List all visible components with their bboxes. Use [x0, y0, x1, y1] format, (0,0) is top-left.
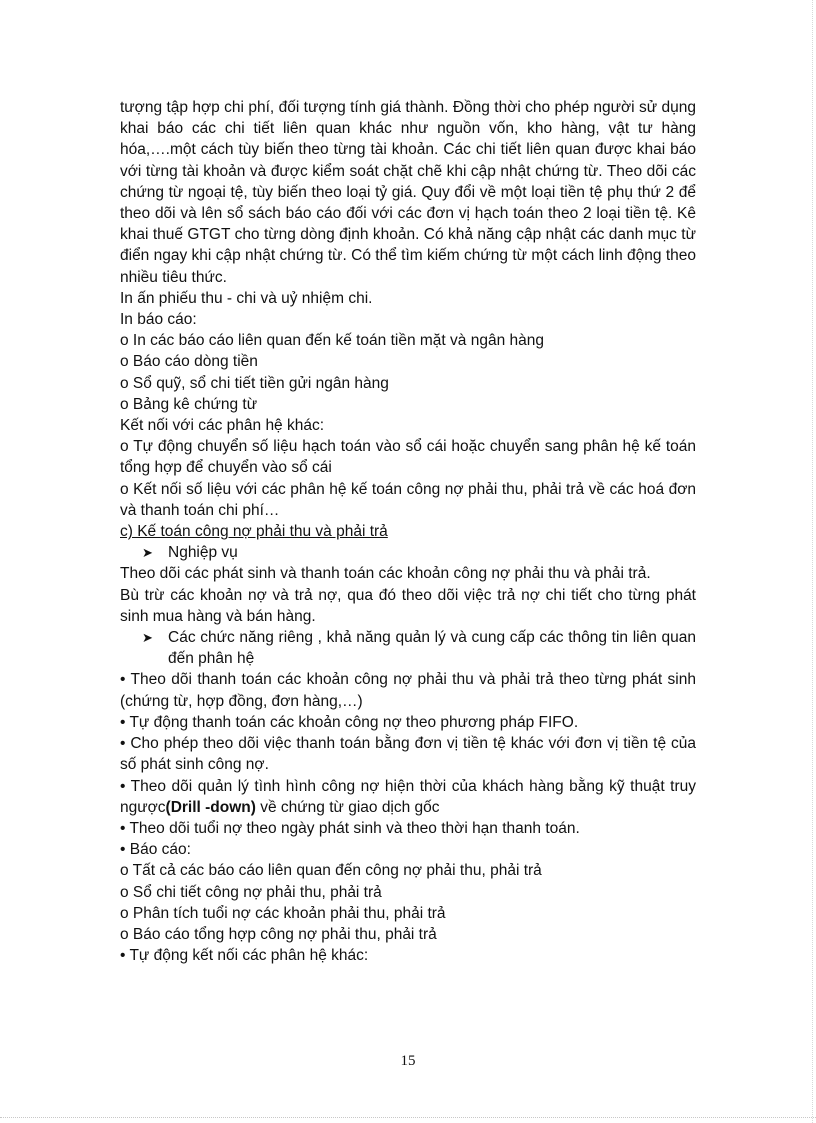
list-item: o Kết nối số liệu với các phân hệ kế toán công nợ phải thu, phải trả về các hoá đơn và thanh toán chi phí…	[120, 480, 696, 519]
paragraph-connect: Kết nối với các phân hệ khác:	[120, 417, 325, 435]
section-heading: c) Kế toán công nợ phải thu và phải trả	[120, 523, 388, 541]
drill-text-bold: (Drill -down)	[165, 798, 256, 816]
paragraph-print-reports: In báo cáo:	[120, 311, 197, 329]
drill-text-before: • Theo dõi quản lý tình hình công nợ hiện thời của khách hàng bằng kỹ thuật truy ngược	[120, 777, 696, 816]
page-number: 15	[400, 1053, 416, 1069]
bullet-item: • Theo dõi thanh toán các khoản công nợ phải thu và phải trả theo từng phát sinh (chứng từ, hợp đồng, đơn hàng,…)	[120, 671, 696, 710]
list-item: o Sổ chi tiết công nợ phải thu, phải trả	[120, 883, 382, 901]
bullet-item: • Báo cáo:	[120, 841, 191, 859]
arrow-list-item	[120, 627, 696, 669]
list-item: o Tất cả các báo cáo liên quan đến công nợ phải thu, phải trả	[120, 862, 542, 880]
arrow-bullet-icon: ➤	[142, 630, 153, 646]
bullet-item: • Theo dõi tuổi nợ theo ngày phát sinh và theo thời hạn thanh toán.	[120, 819, 580, 837]
list-item: o In các báo cáo liên quan đến kế toán tiền mặt và ngân hàng	[120, 332, 544, 350]
bullet-item: • Cho phép theo dõi việc thanh toán bằng đơn vị tiền tệ khác với đơn vị tiền tệ của số phát sinh công nợ.	[120, 735, 696, 774]
arrow-list-item	[120, 542, 696, 563]
bullet-item: • Tự động kết nối các phân hệ khác:	[120, 947, 369, 965]
list-item: o Phân tích tuổi nợ các khoản phải thu, phải trả	[120, 904, 446, 922]
paragraph-print-receipts: In ấn phiếu thu - chi và uỷ nhiệm chi.	[120, 289, 373, 307]
paragraph-track: Theo dõi các phát sinh và thanh toán các khoản công nợ phải thu và phải trả.	[120, 565, 651, 583]
list-item: o Tự động chuyển số liệu hạch toán vào sổ cái hoặc chuyển sang phân hệ kế toán tổng hợp để chuyển vào sổ cái	[120, 438, 696, 477]
bullet-item: • Tự động thanh toán các khoản công nợ theo phương pháp FIFO.	[120, 713, 579, 731]
list-item: o Sổ quỹ, sổ chi tiết tiền gửi ngân hàng	[120, 374, 389, 392]
paragraph-offset: Bù trừ các khoản nợ và trả nợ, qua đó theo dõi việc trả nợ chi tiết cho từng phát sinh mua hàng và bán hàng.	[120, 586, 696, 625]
paragraph-intro: tượng tập hợp chi phí, đối tượng tính giá thành. Đồng thời cho phép người sử dụng khai báo các chi tiết liên quan khác như nguồn vốn, kho hàng, vật tư hàng hóa,….một cách tùy biến theo từng tài khoản. Các chi tiết liên quan được khai báo với từng tài khoản và được kiểm soát chặt chẽ khi cập nhật chứng từ. Theo dõi các chứng từ ngoại tệ, tùy biến theo loại tỷ giá. Quy đổi về một loại tiền tệ phụ thứ 2 để theo dõi và lên sổ sách báo cáo đối với các đơn vị hạch toán theo 2 loại tiền tệ. Kê khai thuế GTGT cho từng dòng định khoản. Có khả năng cập nhật các danh mục từ điển ngay khi cập nhật chứng từ. Có thể tìm kiếm chứng từ một cách linh động theo nhiều tiêu thức.	[120, 99, 696, 286]
drill-text-after: về chứng từ giao dịch gốc	[255, 798, 440, 816]
list-item: o Bảng kê chứng từ	[120, 395, 258, 413]
page-right-border	[812, 0, 813, 1123]
arrow-item-text: Các chức năng riêng , khả năng quản lý và cung cấp các thông tin liên quan đến phân hệ	[168, 629, 696, 668]
list-item: o Báo cáo dòng tiền	[120, 353, 258, 371]
page-bottom-border	[0, 1117, 816, 1118]
arrow-bullet-icon: ➤	[142, 545, 153, 561]
page-body	[120, 97, 696, 966]
bullet-item-drill-down	[120, 776, 696, 818]
arrow-item-text: Nghiệp vụ	[168, 544, 238, 562]
list-item: o Báo cáo tổng hợp công nợ phải thu, phải trả	[120, 925, 437, 943]
